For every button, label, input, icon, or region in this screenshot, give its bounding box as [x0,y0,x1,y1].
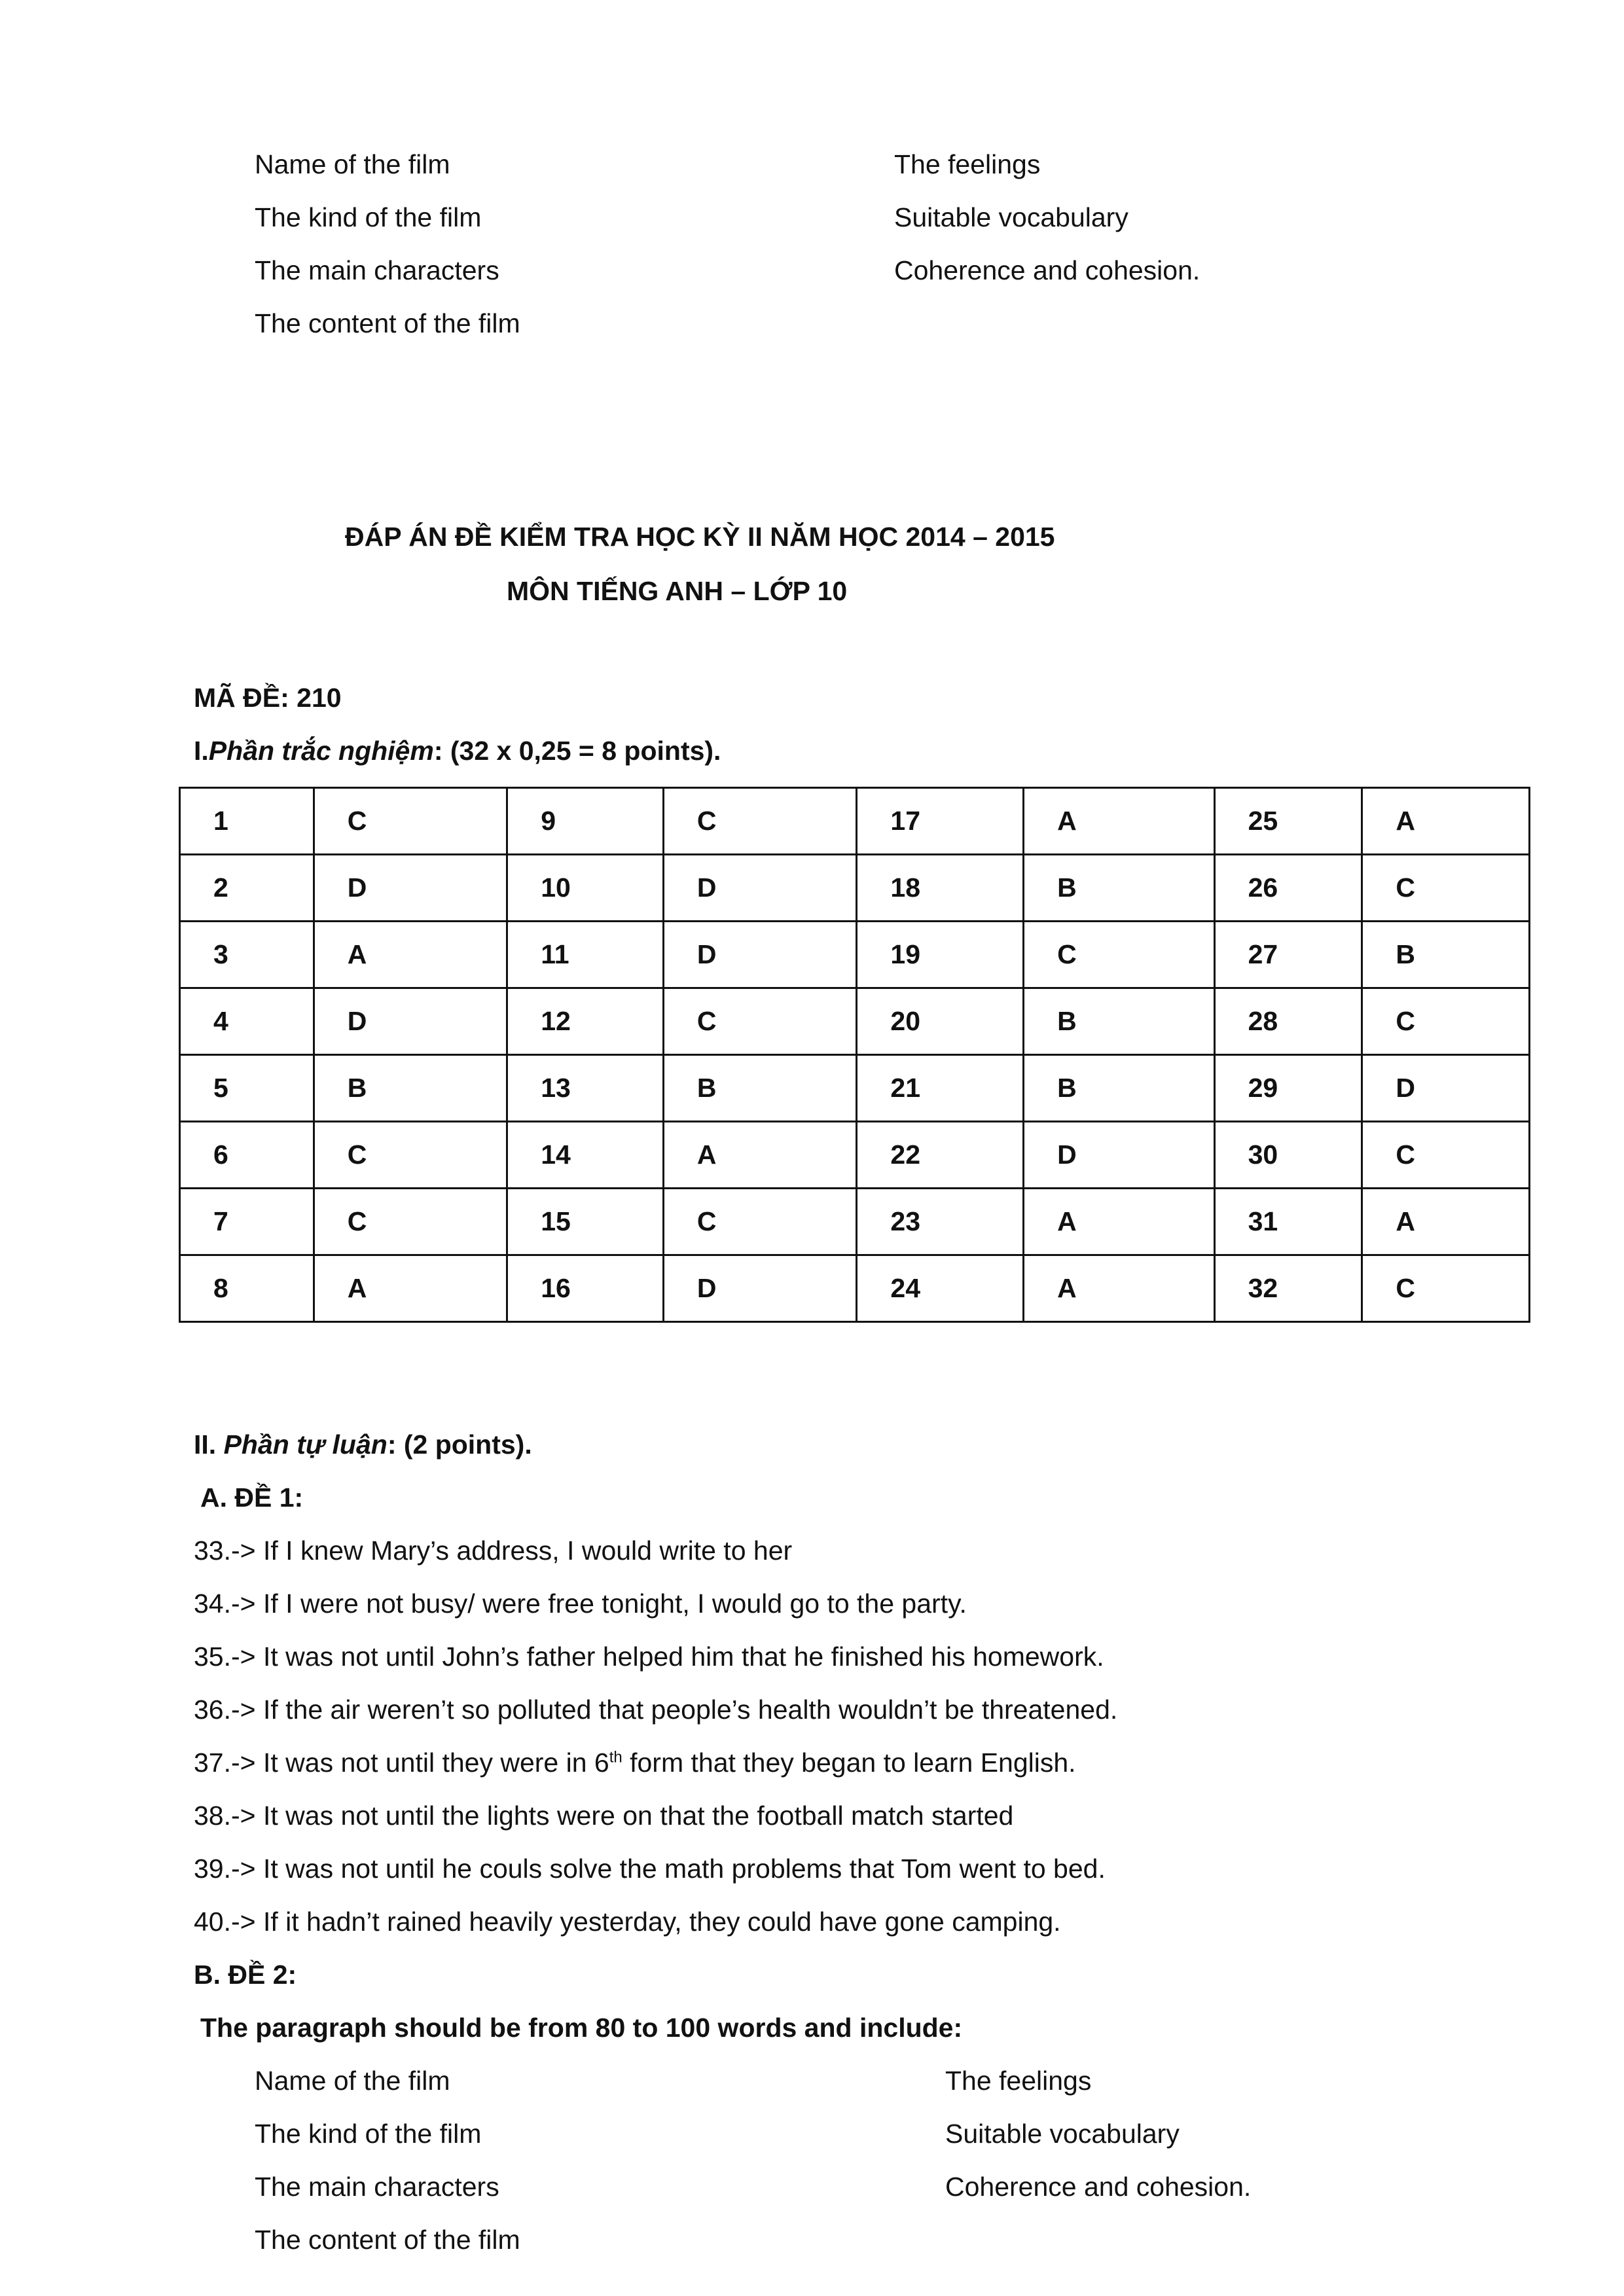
question-number-cell: 17 [857,788,1024,855]
answer-cell: C [1362,1255,1530,1322]
question-number-cell: 23 [857,1189,1024,1255]
answer-cell: D [663,1255,857,1322]
part1-label: Phần trắc nghiệm [208,736,434,766]
answer-37-text-rest: form that they began to learn English. [622,1748,1076,1778]
answer-cell: C [663,788,857,855]
bottom-list-left-item: The kind of the film [255,2119,482,2149]
question-number-cell: 9 [507,788,664,855]
question-number-cell: 21 [857,1055,1024,1122]
table-row [180,788,1530,855]
bottom-list-right-item: Suitable vocabulary [945,2119,1180,2149]
table-row [180,1055,1530,1122]
bottom-list-left-item: The content of the film [255,2225,520,2255]
answer-37-superscript: th [609,1748,623,1767]
part2-prefix: II. [194,1429,224,1460]
question-number-cell: 27 [1214,922,1362,988]
answer-cell: C [314,788,507,855]
bottom-list-right-item: Coherence and cohesion. [945,2172,1252,2202]
question-number-cell: 24 [857,1255,1024,1322]
top-list-left-item: The main characters [255,255,499,285]
top-list-left-item: Name of the film [255,149,450,179]
answer-cell: B [1024,988,1215,1055]
answer-cell: D [663,855,857,922]
question-number-cell: 7 [180,1189,314,1255]
answer-cell: A [1024,1189,1215,1255]
answer-cell: D [663,922,857,988]
section-a-heading: A. ĐỀ 1: [200,1482,304,1513]
question-number-cell: 25 [1214,788,1362,855]
question-number-cell: 16 [507,1255,664,1322]
question-number-cell: 26 [1214,855,1362,922]
question-number-cell: 28 [1214,988,1362,1055]
answer-cell: B [314,1055,507,1122]
answer-36: 36.-> If the air weren’t so polluted that people’s health wouldn’t be threatened. [194,1695,1118,1725]
question-number-cell: 14 [507,1122,664,1189]
answer-cell: A [1362,1189,1530,1255]
table-row [180,922,1530,988]
bottom-list-left-item: Name of the film [255,2066,450,2096]
answer-cell: D [314,988,507,1055]
answer-table [179,787,1530,1323]
question-number-cell: 13 [507,1055,664,1122]
answer-cell: B [663,1055,857,1122]
question-number-cell: 8 [180,1255,314,1322]
bottom-list-left-item: The main characters [255,2172,499,2202]
top-list-right-item: Coherence and cohesion. [894,255,1200,285]
part2-label: Phần tự luận [223,1429,388,1460]
top-list-right-item: The feelings [894,149,1041,179]
question-number-cell: 2 [180,855,314,922]
question-number-cell: 12 [507,988,664,1055]
answer-cell: D [314,855,507,922]
answer-37-text: 37.-> It was not until they were in 6 [194,1748,609,1778]
table-row [180,988,1530,1055]
answer-cell: B [1024,855,1215,922]
answer-38: 38.-> It was not until the lights were on that the football match started [194,1801,1014,1831]
answer-cell: C [663,1189,857,1255]
answer-cell: A [1024,788,1215,855]
table-row [180,855,1530,922]
question-number-cell: 6 [180,1122,314,1189]
table-row [180,1122,1530,1189]
exam-code: MÃ ĐỀ: 210 [194,683,342,713]
part2-suffix: : (2 points). [387,1429,532,1460]
part2-heading [194,1428,532,1461]
top-list-left-item: The kind of the film [255,202,482,232]
question-number-cell: 29 [1214,1055,1362,1122]
answer-cell: C [1362,855,1530,922]
question-number-cell: 10 [507,855,664,922]
question-number-cell: 32 [1214,1255,1362,1322]
answer-cell: D [1362,1055,1530,1122]
part1-suffix: : (32 x 0,25 = 8 points). [433,736,721,766]
question-number-cell: 31 [1214,1189,1362,1255]
top-list-right-item: Suitable vocabulary [894,202,1128,232]
answer-40: 40.-> If it hadn’t rained heavily yesterday, they could have gone camping. [194,1907,1061,1937]
part1-heading [194,734,721,767]
page-subtitle: MÔN TIẾNG ANH – LỚP 10 [507,576,848,606]
question-number-cell: 20 [857,988,1024,1055]
question-number-cell: 4 [180,988,314,1055]
answer-cell: B [1024,1055,1215,1122]
answer-34: 34.-> If I were not busy/ were free tonight, I would go to the party. [194,1588,967,1619]
question-number-cell: 18 [857,855,1024,922]
answer-cell: C [314,1122,507,1189]
answer-cell: C [663,988,857,1055]
answer-cell: A [1362,788,1530,855]
paragraph-instruction: The paragraph should be from 80 to 100 words and include: [200,2013,963,2043]
part1-prefix: I. [194,736,209,766]
answer-cell: C [314,1189,507,1255]
answer-39: 39.-> It was not until he couls solve the math problems that Tom went to bed. [194,1854,1106,1884]
question-number-cell: 30 [1214,1122,1362,1189]
question-number-cell: 11 [507,922,664,988]
question-number-cell: 1 [180,788,314,855]
answer-cell: A [1024,1255,1215,1322]
bottom-list-right-item: The feelings [945,2066,1092,2096]
answer-cell: C [1362,988,1530,1055]
question-number-cell: 15 [507,1189,664,1255]
answer-cell: A [314,922,507,988]
answer-33: 33.-> If I knew Mary’s address, I would write to her [194,1535,793,1566]
answer-cell: B [1362,922,1530,988]
section-b-heading: B. ĐỀ 2: [194,1960,297,1990]
answer-cell: C [1362,1122,1530,1189]
answer-cell: A [663,1122,857,1189]
question-number-cell: 19 [857,922,1024,988]
page-title: ĐÁP ÁN ĐỀ KIỂM TRA HỌC KỲ II NĂM HỌC 2014 – 2015 [345,522,1055,552]
answer-37 [194,1746,1076,1779]
answer-35: 35.-> It was not until John’s father helped him that he finished his homework. [194,1641,1104,1672]
question-number-cell: 5 [180,1055,314,1122]
answer-cell: A [314,1255,507,1322]
table-row [180,1255,1530,1322]
table-row [180,1189,1530,1255]
question-number-cell: 3 [180,922,314,988]
top-list-left-item: The content of the film [255,308,520,338]
answer-cell: C [1024,922,1215,988]
answer-cell: D [1024,1122,1215,1189]
question-number-cell: 22 [857,1122,1024,1189]
